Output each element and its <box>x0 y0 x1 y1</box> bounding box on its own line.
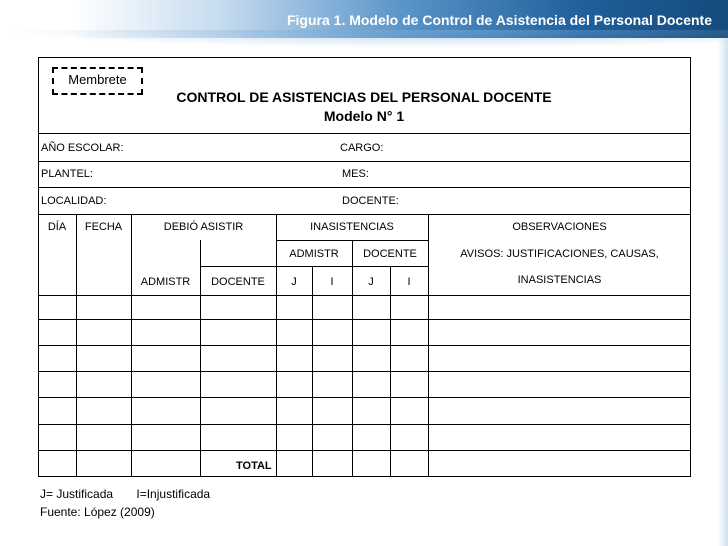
row-divider <box>38 319 691 320</box>
mes-label: MES: <box>342 168 369 180</box>
header-debio-asistir: DEBIÓ ASISTIR <box>163 221 244 233</box>
header-docente-i: I <box>407 276 411 288</box>
total-label: TOTAL <box>236 460 272 472</box>
legend-note: J= Justificada I=Injustificada <box>40 487 211 501</box>
slide-edge-decoration <box>718 38 728 546</box>
cargo-label: CARGO: <box>340 142 384 154</box>
row-divider <box>38 214 691 215</box>
form-title-line1: CONTROL DE ASISTENCIAS DEL PERSONAL DOCENTE <box>176 89 552 105</box>
row-divider <box>38 424 691 425</box>
row-divider <box>200 266 428 267</box>
header-debio-docente: DOCENTE <box>211 276 265 288</box>
docente-label: DOCENTE: <box>342 195 399 207</box>
banner-decoration <box>0 30 728 48</box>
column-divider <box>312 266 313 477</box>
plantel-label: PLANTEL: <box>41 168 93 180</box>
localidad-label: LOCALIDAD: <box>41 195 107 207</box>
column-divider <box>390 266 391 477</box>
ano-escolar-label: AÑO ESCOLAR: <box>41 142 124 154</box>
figure-title: Figura 1. Modelo de Control de Asistencia del Personal Docente <box>286 12 712 28</box>
row-divider <box>38 371 691 372</box>
row-divider <box>38 161 691 162</box>
row-divider <box>38 295 691 296</box>
row-divider <box>38 450 691 451</box>
header-obs-line3: INASISTENCIAS <box>517 274 602 286</box>
form-title <box>130 88 598 126</box>
header-observaciones: OBSERVACIONES <box>512 221 607 233</box>
header-admistr-i: I <box>330 276 334 288</box>
header-admistr-j: J <box>291 276 297 288</box>
form-title-line2: Modelo N° 1 <box>323 108 405 124</box>
header-dia: DÍA <box>47 221 67 233</box>
column-divider <box>76 214 77 477</box>
source-note: Fuente: López (2009) <box>40 505 155 519</box>
header-inasist-admistr: ADMISTR <box>289 248 339 260</box>
header-obs-line2: AVISOS: JUSTIFICACIONES, CAUSAS, <box>460 248 659 260</box>
header-debio-admistr: ADMISTR <box>140 276 191 288</box>
header-fecha: FECHA <box>84 221 123 233</box>
column-divider <box>131 214 132 477</box>
row-divider <box>38 133 691 134</box>
header-docente-j: J <box>368 276 374 288</box>
membrete-box: Membrete <box>52 67 143 95</box>
row-divider <box>38 397 691 398</box>
row-divider <box>38 345 691 346</box>
header-inasist-docente: DOCENTE <box>363 248 417 260</box>
header-inasistencias: INASISTENCIAS <box>310 221 394 233</box>
row-divider <box>38 187 691 188</box>
